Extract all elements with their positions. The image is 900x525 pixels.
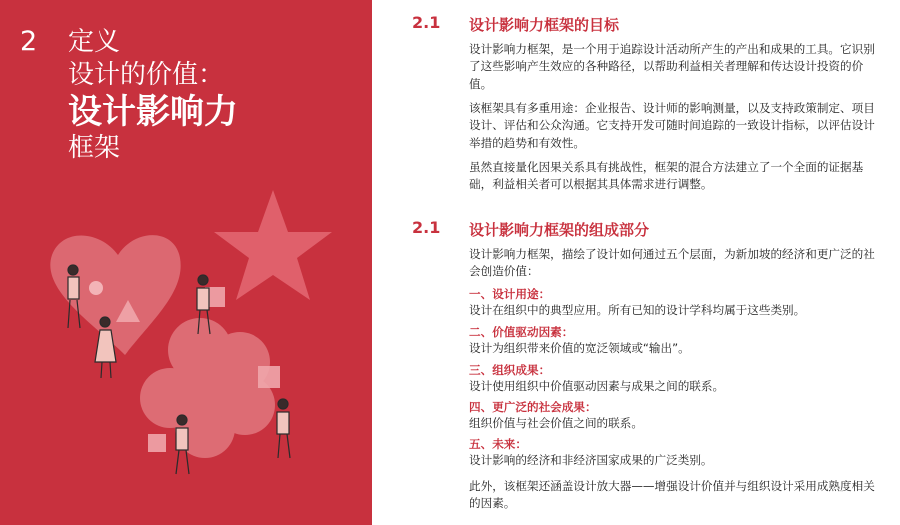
list-item-heading: 一、设计用途： [469, 287, 551, 301]
star-shape [214, 190, 332, 300]
content-panel [372, 0, 900, 525]
section-title: 设计影响力框架的组成部分 [469, 221, 650, 239]
list-item-text: 设计在组织中的典型应用。所有已知的设计学科均属于这些类别。 [469, 303, 806, 317]
section-number: 2.1 [412, 13, 441, 32]
list-item-heading: 二、价值驱动因素： [469, 325, 574, 339]
chapter-number: 2 [20, 26, 38, 57]
float-circle [89, 281, 103, 295]
list-item-heading: 五、未来： [469, 437, 527, 451]
section-title: 设计影响力框架的目标 [469, 16, 620, 34]
list-item-heading: 三、组织成果： [469, 363, 551, 377]
title-line: 设计的价值： [68, 60, 225, 90]
paragraph: 设计影响力框架，是一个用于追踪设计活动所产生的产出和成果的工具。它识别了这些影响产生效应的各种路径，以帮助利益相关者理解和传达设计投资的价值。 [469, 42, 875, 91]
paragraph: 设计影响力框架，描绘了设计如何通过五个层面，为新加坡的经济和更广泛的社会创造价值： [469, 247, 875, 279]
title-panel [0, 0, 372, 525]
title-emphasis: 设计影响力 [68, 92, 238, 132]
page-title [68, 26, 238, 165]
float-square [148, 434, 166, 452]
list-item-text: 组织价值与社会价值之间的联系。 [469, 416, 643, 430]
float-square [258, 366, 280, 388]
person-figure [277, 399, 290, 458]
list-item-text: 设计使用组织中价值驱动因素与成果之间的联系。 [469, 379, 725, 393]
paragraph: 虽然直接量化因果关系具有挑战性，框架的混合方法建立了一个全面的证据基础，利益相关者可以根据其具体需求进行调整。 [469, 160, 864, 192]
title-line: 框架 [68, 133, 121, 163]
list-item-text: 设计影响的经济和非经济国家成果的广泛类别。 [469, 453, 713, 467]
section-number: 2.1 [412, 218, 441, 237]
paragraph: 该框架具有多重用途：企业报告、设计师的影响测量，以及支持政策制定、项目设计、评估和公众沟通。它支持开发可随时间追踪的一致设计指标，以评估设计举措的趋势和有效性。 [469, 101, 875, 150]
title-line: 定义 [68, 27, 121, 57]
paragraph: 此外，该框架还涵盖设计放大器——增强设计价值并与组织设计采用成熟度相关的因素。 [469, 479, 875, 511]
list-item-heading: 四、更广泛的社会成果： [469, 400, 597, 414]
list-item-text: 设计为组织带来价值的宽泛领域或“输出”。 [469, 341, 690, 355]
